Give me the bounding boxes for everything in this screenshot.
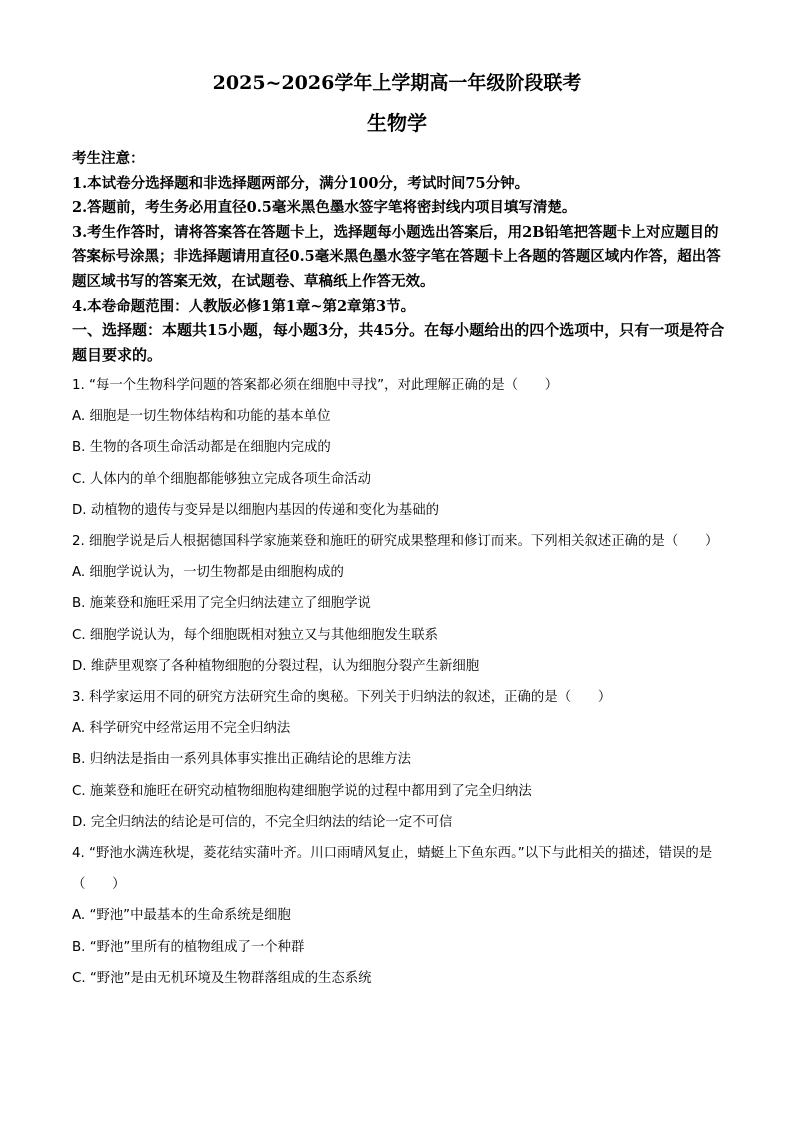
option-b: B. “野池”里所有的植物组成了一个种群 xyxy=(72,939,305,955)
subject-title: 生物学 xyxy=(367,111,427,135)
option-a: A. “野池”中最基本的生命系统是细胞 xyxy=(72,908,291,924)
exam-title: 2025~2026学年上学期高一年级阶段联考 xyxy=(212,72,582,94)
option-c: C. “野池”是由无机环境及生物群落组成的生态系统 xyxy=(72,970,372,986)
question-list xyxy=(72,370,732,994)
question xyxy=(72,526,732,682)
section-heading: 一、选择题：本题共15小题，每小题3分，共45分。在每小题给出的四个选项中，只有一项是符合题目要求的。 xyxy=(72,321,725,364)
option-b: B. 生物的各项生命活动都是在细胞内完成的 xyxy=(72,440,331,456)
question-stem: 3. 科学家运用不同的研究方法研究生命的奥秘。下列关于归纳法的叙述，正确的是（ ） xyxy=(72,690,612,706)
option-a: A. 细胞是一切生物体结构和功能的基本单位 xyxy=(72,409,331,425)
section-heading-block xyxy=(72,318,732,367)
notice-heading: 考生注意： xyxy=(72,150,145,167)
candidate-notice xyxy=(72,147,732,319)
question xyxy=(72,370,732,526)
question-stem: 2. 细胞学说是后人根据德国科学家施莱登和施旺的研究成果整理和修订而来。下列相关叙述正确的是（ ） xyxy=(72,534,719,550)
option-d: D. 动植物的遗传与变异是以细胞内基因的传递和变化为基础的 xyxy=(72,502,439,518)
question-stem: 4. “野池水满连秋堤，菱花结实蒲叶齐。川口雨晴风复止，蜻蜓上下鱼东西。”以下与此相关的描述，错误的是（ ） xyxy=(72,846,713,893)
option-a: A. 科学研究中经常运用不完全归纳法 xyxy=(72,721,291,737)
question-stem: 1. “每一个生物科学问题的答案都必须在细胞中寻找”，对此理解正确的是（ ） xyxy=(72,378,559,393)
option-b: B. 施莱登和施旺采用了完全归纳法建立了细胞学说 xyxy=(72,596,371,612)
option-b: B. 归纳法是指由一系列具体事实推出正确结论的思维方法 xyxy=(72,752,412,768)
question xyxy=(72,682,732,838)
option-c: C. 施莱登和施旺在研究动植物细胞构建细胞学说的过程中都用到了完全归纳法 xyxy=(72,783,532,799)
notice-item: 3.考生作答时，请将答案答在答题卡上，选择题每小题选出答案后，用2B铅笔把答题卡上对应题目的答案标号涂黑；非选择题请用直径0.5毫米黑色墨水签字笔在答题卡上各题的答题区域内作答，超出答题区域书写的答案无效，在试题卷、草稿纸上作答无效。 xyxy=(72,223,721,290)
notice-item: 4.本卷命题范围：人教版必修1第1章~第2章第3节。 xyxy=(72,297,416,315)
option-a: A. 细胞学说认为，一切生物都是由细胞构成的 xyxy=(72,565,344,581)
option-c: C. 细胞学说认为，每个细胞既相对独立又与其他细胞发生联系 xyxy=(72,627,439,643)
option-d: D. 完全归纳法的结论是可信的，不完全归纳法的结论一定不可信 xyxy=(72,814,453,830)
notice-item: 1.本试卷分选择题和非选择题两部分，满分100分，考试时间75分钟。 xyxy=(72,174,530,192)
option-c: C. 人体内的单个细胞都能够独立完成各项生命活动 xyxy=(72,471,372,487)
option-d: D. 维萨里观察了各种植物细胞的分裂过程，认为细胞分裂产生新细胞 xyxy=(72,658,480,674)
notice-item: 2.答题前，考生务必用直径0.5毫米黑色墨水签字笔将密封线内项目填写清楚。 xyxy=(72,199,577,217)
question xyxy=(72,838,732,994)
